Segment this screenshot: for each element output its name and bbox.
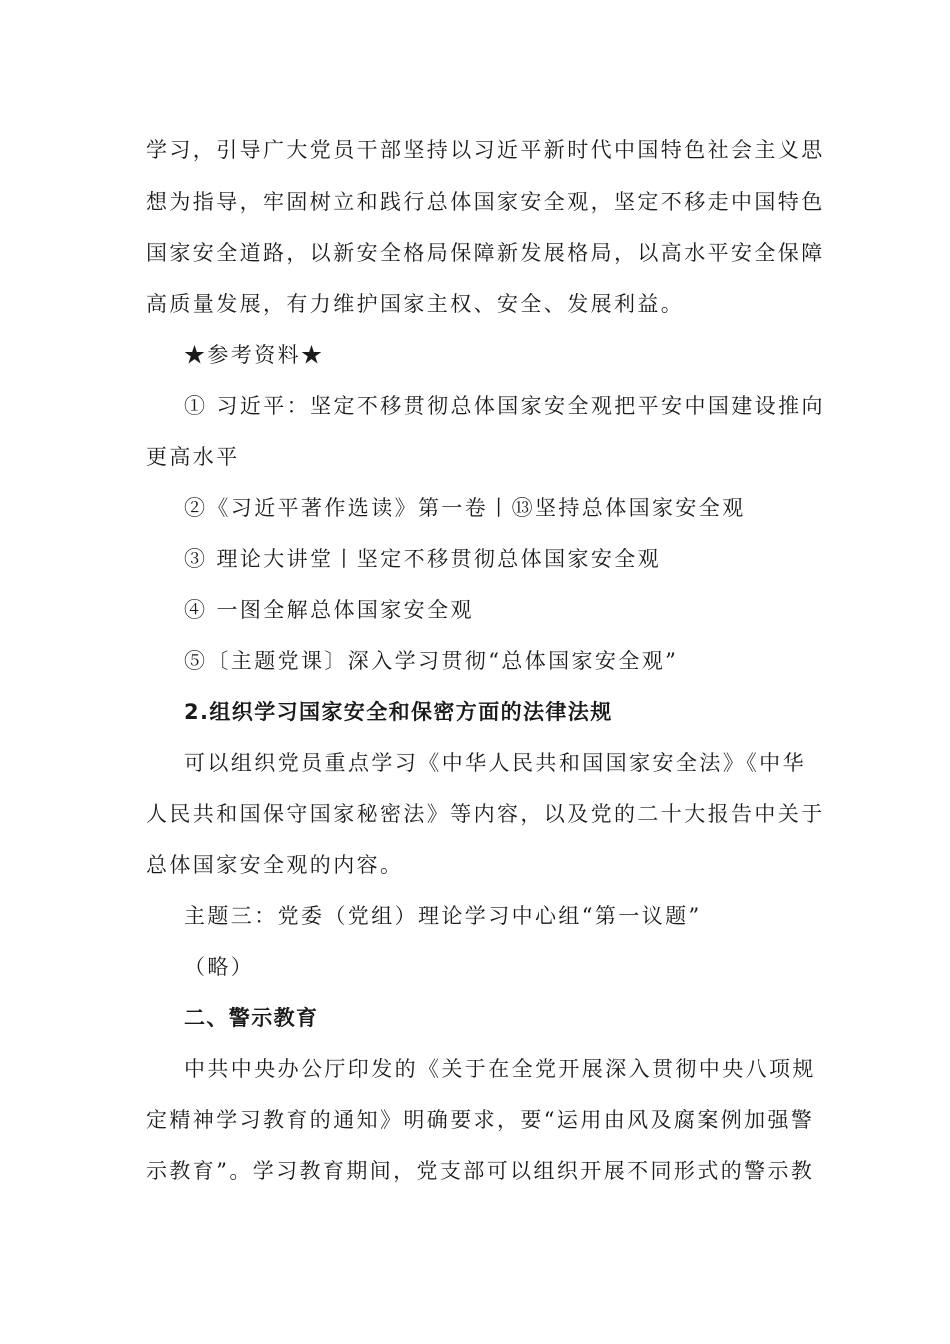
paragraph-line: 学习，引导广大党员干部坚持以习近平新时代中国特色社会主义思 — [146, 138, 825, 162]
theme-note: （略） — [184, 955, 255, 979]
references-heading: ★参考资料★ — [184, 343, 325, 367]
paragraph-line: 想为指导，牢固树立和践行总体国家安全观，坚定不移走中国特色 — [146, 190, 825, 214]
paragraph-line: 高质量发展，有力维护国家主权、安全、发展利益。 — [146, 292, 685, 316]
reference-item-3: ③ 理论大讲堂丨坚定不移贯彻总体国家安全观 — [184, 547, 662, 571]
paragraph-line: 人民共和国保守国家秘密法》等内容，以及党的二十大报告中关于 — [146, 802, 825, 826]
theme-title: 主题三：党委（党组）理论学习中心组“第一议题” — [184, 904, 702, 928]
paragraph-line: 总体国家安全观的内容。 — [146, 853, 404, 877]
reference-item-4: ④ 一图全解总体国家安全观 — [184, 598, 474, 622]
reference-item-5: ⑤〔主题党课〕深入学习贯彻“总体国家安全观” — [184, 649, 679, 673]
section-heading: 2.组织学习国家安全和保密方面的法律法规 — [184, 700, 613, 724]
reference-item-1-continuation: 更高水平 — [146, 445, 240, 469]
paragraph-line: 示教育”。学习教育期间，党支部可以组织开展不同形式的警示教 — [146, 1159, 815, 1183]
section-heading: 二、警示教育 — [184, 1006, 319, 1030]
paragraph-line: 定精神学习教育的通知》明确要求，要“运用由风及腐案例加强警 — [146, 1108, 815, 1132]
paragraph-line: 可以组织党员重点学习《中华人民共和国国家安全法》《中华 — [184, 751, 806, 775]
reference-item-1: ① 习近平：坚定不移贯彻总体国家安全观把平安中国建设推向 — [184, 394, 825, 418]
paragraph-line: 中共中央办公厅印发的《关于在全党开展深入贯彻中央八项规 — [184, 1057, 816, 1081]
paragraph-line: 国家安全道路，以新安全格局保障新发展格局，以高水平安全保障 — [146, 241, 825, 265]
reference-item-2: ②《习近平著作选读》第一卷丨⑬坚持总体国家安全观 — [184, 496, 746, 520]
